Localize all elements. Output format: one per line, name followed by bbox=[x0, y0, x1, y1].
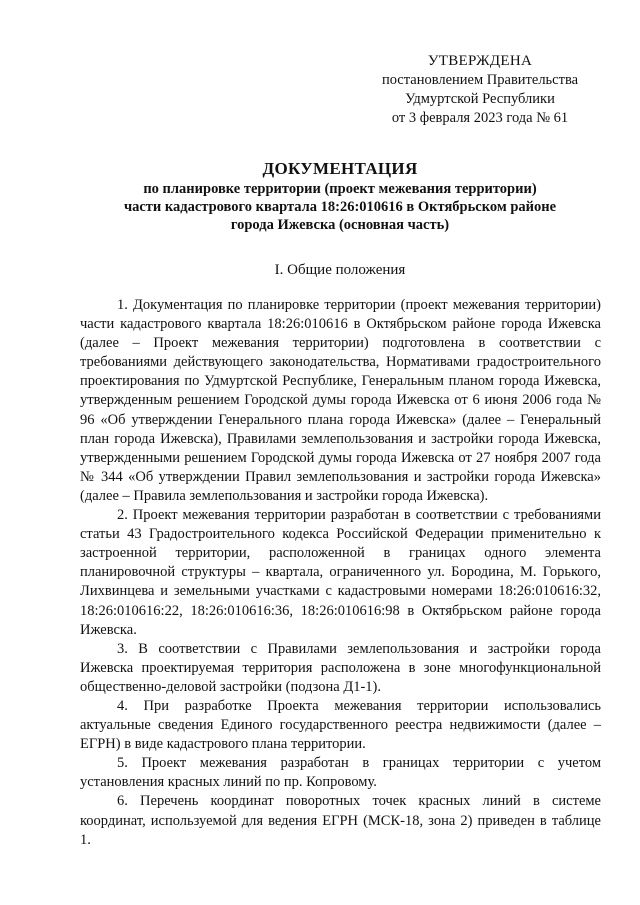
document-title-main: ДОКУМЕНТАЦИЯ bbox=[262, 159, 418, 178]
section-heading: I. Общие положения bbox=[274, 262, 406, 278]
approval-stamp bbox=[360, 52, 600, 128]
document-title-line-1: по планировке территории (проект межевания территории) bbox=[143, 181, 537, 197]
approval-line-2: Удмуртской Республики bbox=[405, 91, 555, 107]
document-title bbox=[80, 160, 600, 234]
paragraph-6: 6. Перечень координат поворотных точек красных линий в системе координат, используемой для ведения ЕГРН (МСК-18, зона 2) приведен в таблице 1. bbox=[80, 793, 601, 848]
document-title-line-3: города Ижевска (основная часть) bbox=[230, 217, 450, 233]
paragraph-3: 3. В соответствии с Правилами землепользования и застройки города Ижевска проектируемая территория расположена в зоне многофункциональной общественно-деловой застройки (подзона Д1-1). bbox=[80, 640, 601, 695]
approval-line-1: постановлением Правительства bbox=[381, 72, 579, 88]
approval-heading: УТВЕРЖДЕНА bbox=[427, 53, 533, 69]
paragraph-5: 5. Проект межевания разработан в границах территории с учетом установления красных линий по пр. Копровому. bbox=[80, 755, 601, 791]
paragraph-1: 1. Документация по планировке территории (проект межевания территории) части кадастрового квартала 18:26:010616 в Октябрьском районе города Ижевска (далее – Проект межевания территории) подготовлена в соответствии с требованиями действующего законодательства, Нормативами градостроительного проектирования по Удмуртской Республике, Генеральным планом города Ижевска, утвержденным решением Городской думы города Ижевска от 6 июня 2006 года № 96 «Об утверждении Генерального плана города Ижевска» (далее – Генеральный план города Ижевска), Правилами землепользования и застройки города Ижевска, утвержденными решением Городской думы города Ижевска от 27 ноября 2007 года № 344 «Об утверждении Правил землепользования и застройки города Ижевска» (далее – Правила землепользования и застройки города Ижевска). bbox=[80, 297, 601, 504]
paragraph-2: 2. Проект межевания территории разработан в соответствии с требованиями статьи 43 Градостроительного кодекса Российской Федерации применительно к застроенной территории, расположенной в границах одного элемента планировочной структуры – квартала, ограниченного ул. Бородина, М. Горького, Лихвинцева и земельными участками с кадастровыми номерами 18:26:010616:32, 18:26:010616:22, 18:26:010616:36, 18:26:010616:98 в Октябрьском районе города Ижевска. bbox=[80, 507, 601, 638]
document-title-line-2: части кадастрового квартала 18:26:010616 в Октябрьском районе bbox=[123, 199, 557, 215]
document-body bbox=[80, 296, 601, 850]
approval-line-3: от 3 февраля 2023 года № 61 bbox=[391, 110, 569, 126]
paragraph-4: 4. При разработке Проекта межевания территории использовались актуальные сведения Единого государственного реестра недвижимости (далее – ЕГРН) в виде кадастрового плана территории. bbox=[80, 697, 601, 753]
